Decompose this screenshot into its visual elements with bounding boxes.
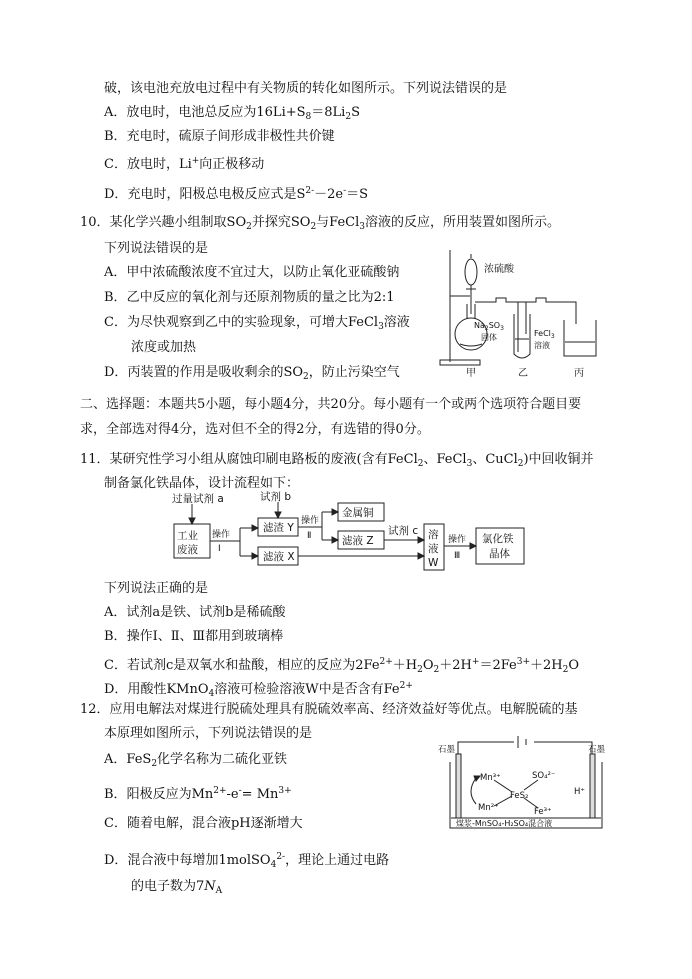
label-filtrate-x: 滤液 X: [263, 551, 295, 563]
option-text: FeS: [126, 752, 152, 767]
option-text: = Mn: [241, 787, 279, 802]
subscript: 4: [208, 689, 215, 699]
option-text: ＋H: [392, 658, 418, 673]
option-text: 充电时，硫原子间形成非极性共价键: [126, 129, 335, 144]
option-text: 浓度或加热: [131, 340, 197, 355]
label-reagent-b: 试剂 b: [260, 491, 292, 503]
subscript: 2: [517, 459, 524, 469]
option-text: ＝2Fe: [479, 658, 517, 673]
option-text: 乙中反应的氧化剂与还原剂物质的量之比为2:1: [126, 290, 395, 305]
wire-left: [458, 742, 514, 756]
stem-text: 、FeCl: [423, 452, 467, 467]
stem-text: 与FeCl: [316, 215, 360, 230]
label-waste-2: 废液: [177, 544, 198, 556]
label-mixture: 煤浆-MnSO₄-H₂SO₄混合液: [456, 819, 553, 828]
q11-stem2: 制备氯化铁晶体，设计流程如下：: [104, 476, 300, 491]
q12-option-d-cont: [131, 878, 222, 900]
subscript: 3: [466, 459, 473, 469]
option-label: B．: [104, 629, 127, 644]
subscript: 3: [359, 222, 366, 232]
subscript: 2: [303, 372, 309, 382]
q10-apparatus-figure: [436, 244, 612, 380]
label-fes2: FeS₂: [510, 791, 529, 801]
option-text: 溶液可检验溶液W中是否含有Fe: [214, 682, 400, 697]
label-sol-w-2: 液: [428, 543, 439, 555]
q10-stem: [80, 214, 560, 236]
option-label: D．: [104, 187, 128, 202]
stem-text: 某化学兴趣小组制取SO: [109, 215, 247, 230]
subscript: 2: [417, 459, 424, 469]
label-so4: SO₄²⁻: [532, 771, 556, 781]
arrow-cycle-left: [471, 778, 476, 804]
superscript: 2-: [305, 186, 315, 196]
label-reagent-c: 试剂 c: [388, 525, 419, 537]
option-label: A．: [104, 752, 127, 767]
option-label: D．: [104, 682, 128, 697]
subscript: A: [215, 886, 223, 896]
q12-stem: [80, 701, 578, 719]
section2-instructions-2: 求，全部选对得4分，选对但不全的得2分，有选错的得0分。: [80, 422, 430, 437]
q11-option-c[interactable]: [104, 653, 579, 679]
option-label: C．: [104, 816, 127, 831]
label-waste-1: 工业: [177, 530, 198, 542]
label-filtrate-z: 滤液 Z: [342, 535, 374, 547]
label-mn3: Mn³⁺: [480, 773, 501, 783]
subscript: 2: [246, 222, 252, 232]
option-label: A．: [104, 265, 127, 280]
q9-option-d[interactable]: [104, 182, 368, 204]
q11-option-b[interactable]: [104, 628, 283, 646]
label-op-3-num: Ⅲ: [454, 551, 461, 561]
q10-option-b[interactable]: [104, 289, 395, 307]
label-op-2: 操作: [301, 516, 320, 526]
option-label: B．: [104, 129, 127, 144]
label-op-3: 操作: [448, 535, 467, 545]
label-solution: 溶液: [534, 341, 550, 350]
option-text: 若试剂c是双氧水和盐酸，相应的反应为2Fe: [126, 658, 380, 673]
q10-option-c-cont: [131, 339, 196, 357]
stand-base: [440, 360, 480, 365]
label-op-1-num: Ⅰ: [218, 544, 221, 554]
label-solid: 固体: [481, 333, 497, 342]
stem-text: 某研究性学习小组从腐蚀印刷电路板的废液(含有FeCl: [109, 452, 418, 467]
option-text: 溶液: [383, 315, 410, 330]
avogadro-symbol: N: [204, 879, 216, 894]
q10-option-a[interactable]: [104, 264, 399, 282]
option-text: 试剂a是铁、试剂b是稀硫酸: [126, 605, 286, 620]
superscript: 2+: [379, 657, 393, 667]
option-text: ，防止污染空气: [308, 365, 400, 380]
q11-stem: [80, 451, 594, 473]
superscript: -: [238, 786, 242, 796]
label-sol-w-3: W: [428, 557, 439, 569]
option-text: 充电时，阳极总电极反应式是S: [127, 187, 306, 202]
option-text: ＋2H: [439, 658, 472, 673]
question-number: 10．: [80, 215, 110, 230]
option-text: 放电时，电池总反应为16Li+S: [126, 105, 306, 120]
option-text: 的电子数为7: [131, 879, 205, 894]
option-label: A．: [104, 105, 127, 120]
option-text: S: [351, 105, 360, 120]
superscript: 2+: [213, 786, 227, 796]
q12-stem2: 本原理如图所示，下列说法错误的是: [104, 726, 313, 741]
option-label: B．: [104, 290, 127, 305]
subscript: 2: [345, 112, 352, 122]
label-fe3: Fe³⁺: [534, 807, 552, 817]
option-text: 放电时，Li: [126, 157, 192, 172]
subscript: 8: [305, 112, 312, 122]
electrode-right: [590, 754, 595, 818]
option-text: 阳极反应为Mn: [126, 787, 214, 802]
subscript: 2: [310, 222, 317, 232]
test-tube-yi: [514, 314, 530, 358]
option-text: O: [422, 658, 434, 673]
option-text: ，理论上通过电路: [285, 853, 390, 868]
separatory-funnel: [465, 259, 477, 285]
electrode-left: [456, 754, 461, 818]
option-label: D．: [104, 365, 128, 380]
option-text: 操作Ⅰ、Ⅱ、Ⅲ都用到玻璃棒: [126, 629, 284, 644]
option-label: D．: [104, 853, 128, 868]
q10-option-c[interactable]: [104, 314, 410, 336]
option-text: 甲中浓硫酸浓度不宜过大，以防止氧化亚硫酸钠: [126, 265, 400, 280]
q9-stem: 破，该电池充放电过程中有关物质的转化如图所示。下列说法错误的是: [104, 81, 508, 96]
subscript: 2: [562, 665, 569, 675]
superscript: +: [191, 156, 200, 166]
label-conc-acid: 浓硫酸: [484, 264, 514, 275]
option-text: 混合液中每增加1molSO: [127, 853, 271, 868]
label-h-plus: H⁺: [574, 787, 585, 797]
beaker-bing: [564, 320, 596, 356]
label-bing: 丙: [574, 368, 584, 379]
q11-option-a[interactable]: [104, 604, 285, 622]
section2-instructions-1: 二、选择题：本题共5小题，每小题4分，共20分。每小题有一个或两个选项符合题目要: [80, 397, 582, 412]
stem-text: 、CuCl: [472, 452, 518, 467]
q9-option-b[interactable]: [104, 128, 335, 146]
label-jia: 甲: [466, 368, 476, 379]
question-number: 11．: [80, 452, 110, 467]
label-op-2-num: Ⅱ: [307, 531, 312, 541]
label-reagent-a: 过量试剂 a: [172, 493, 224, 505]
label-yi: 乙: [518, 368, 528, 379]
q10-stem2: 下列说法错误的是: [104, 241, 209, 256]
superscript: -: [343, 186, 347, 196]
q11-option-d[interactable]: [104, 677, 413, 703]
option-text: -e: [226, 787, 239, 802]
option-text: 用酸性KMnO: [127, 682, 209, 697]
stem-text: 并探究SO: [251, 215, 311, 230]
q11-flowchart: [160, 490, 540, 578]
label-sol-w-1: 溶: [428, 529, 439, 541]
q11-stem3: 下列说法正确的是: [104, 581, 209, 596]
label-copper: 金属铜: [342, 507, 374, 519]
label-fecl3: FeCl$_3$: [534, 329, 555, 340]
option-text: ＝S: [346, 187, 369, 202]
stem-text: 应用电解法对煤进行脱硫处理具有脱硫效率高、经济效益好等优点。电解脱硫的基: [109, 702, 578, 717]
option-text: 随着电解，混合液pH逐渐增大: [126, 816, 303, 831]
q10-option-d[interactable]: [104, 364, 400, 386]
option-text: 为尽快观察到乙中的实验现象，可增大FeCl: [126, 315, 379, 330]
subscript: 2: [151, 759, 158, 769]
option-text: 丙装置的作用是吸收剩余的SO: [127, 365, 304, 380]
label-product-2: 晶体: [489, 548, 510, 560]
label-op-1: 操作: [212, 530, 231, 540]
option-label: A．: [104, 605, 127, 620]
option-text: ＝8Li: [311, 105, 346, 120]
question-number: 12．: [80, 702, 110, 717]
subscript: 2: [433, 665, 440, 675]
option-label: C．: [104, 658, 127, 673]
wire-right: [534, 742, 592, 756]
option-label: B．: [104, 787, 127, 802]
subscript: 4: [270, 860, 277, 870]
label-graphite-left: 石墨: [438, 745, 456, 755]
label-graphite-right: 石墨: [588, 745, 606, 755]
option-text: 化学名称为二硫化亚铁: [157, 752, 288, 767]
label-na2so3: $Na_2SO_3$: [474, 321, 504, 332]
q12-option-b[interactable]: [104, 782, 292, 804]
label-product-1: 氯化铁: [482, 533, 514, 545]
q12-electrolysis-figure: [436, 736, 616, 836]
superscript: 2+: [399, 681, 413, 691]
subscript: 3: [378, 322, 384, 332]
q12-option-c[interactable]: [104, 815, 303, 833]
stem-text: )中回收铜并: [523, 452, 594, 467]
option-text: ＋2H: [530, 658, 563, 673]
superscript: 2-: [276, 852, 286, 862]
option-text: －2e: [314, 187, 344, 202]
option-label: C．: [104, 315, 127, 330]
label-residue-y: 滤渣 Y: [263, 522, 294, 534]
q9-option-c[interactable]: [104, 152, 264, 174]
subscript: 2: [417, 665, 423, 675]
stem-text: 溶液的反应，所用装置如图所示。: [365, 215, 561, 230]
option-text: O: [568, 658, 580, 673]
q12-option-a[interactable]: [104, 751, 287, 773]
q9-option-a[interactable]: [104, 104, 360, 126]
superscript: 3+: [516, 657, 530, 667]
superscript: +: [471, 657, 480, 667]
option-text: 向正极移动: [199, 157, 265, 172]
q12-option-d[interactable]: [104, 848, 389, 874]
label-mn2: Mn²⁺: [478, 803, 499, 813]
superscript: 3+: [278, 786, 292, 796]
option-label: C．: [104, 157, 127, 172]
